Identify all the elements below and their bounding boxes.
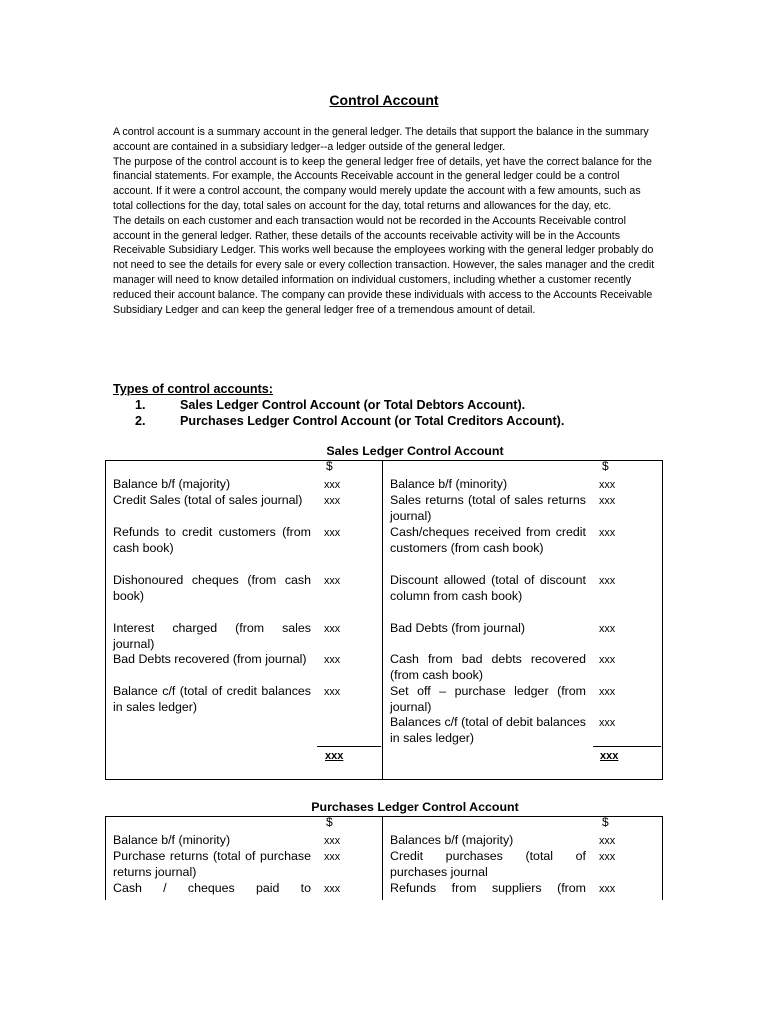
amount: xxx — [599, 495, 616, 507]
sales-credit-entry: Discount allowed (total of discount column from cash book) — [390, 573, 586, 603]
page-title: Control Account — [329, 92, 439, 108]
currency-symbol: $ — [602, 459, 609, 473]
amount: xxx — [324, 883, 341, 895]
sales-debit-total: xxx — [325, 750, 344, 762]
amount: xxx — [324, 495, 341, 507]
purchases-debit-entry: Cash / cheques paid to — [113, 881, 311, 895]
amount: xxx — [324, 654, 341, 666]
types-item-number: 2. — [135, 414, 146, 428]
ledger-divider — [382, 461, 383, 779]
sales-debit-entry: Bad Debts recovered (from journal) — [113, 652, 307, 666]
amount: xxx — [599, 575, 616, 587]
sales-debit-entry: Dishonoured cheques (from cash book) — [113, 573, 311, 603]
amount: xxx — [324, 479, 341, 491]
amount: xxx — [599, 479, 616, 491]
purchases-ledger-caption: Purchases Ledger Control Account — [311, 800, 519, 814]
sales-debit-entry: Interest charged (from sales journal) — [113, 621, 311, 651]
total-rule — [317, 746, 381, 747]
amount: xxx — [599, 717, 616, 729]
amount: xxx — [324, 686, 341, 698]
sales-credit-total: xxx — [600, 750, 619, 762]
purchases-debit-entry: Balance b/f (minority) — [113, 833, 231, 847]
types-item — [113, 413, 564, 429]
currency-symbol: $ — [602, 815, 609, 829]
amount: xxx — [599, 527, 616, 539]
amount: xxx — [324, 851, 341, 863]
amount: xxx — [599, 835, 616, 847]
sales-debit-entry: Balance b/f (majority) — [113, 477, 231, 491]
sales-credit-entry: Sales returns (total of sales returns journal) — [390, 493, 586, 523]
sales-debit-entry: Credit Sales (total of sales journal) — [113, 493, 303, 507]
amount: xxx — [324, 527, 341, 539]
currency-symbol: $ — [326, 815, 333, 829]
types-heading: Types of control accounts: — [113, 382, 274, 396]
sales-credit-entry: Cash from bad debts recovered (from cash book) — [390, 652, 586, 682]
intro-paragraph-3: The details on each customer and each transaction would not be recorded in the Accounts Receivable control account in the general ledger. Rather, these details of the accounts receivable activity will be in the Accounts Receivable Subsidiary Ledger. This works well because the employees working with the general ledger probably do not need to see the details for every sale or every collection transaction. However, the sales manager and the credit manager will need to know detailed information on individual customers, including whether a customer recently reduced their account balance. The company can provide these individuals with access to the Accounts Receivable Subsidiary Ledger and can keep the general ledger free of a tremendous amount of detail. — [113, 214, 655, 316]
purchases-debit-entry: Purchase returns (total of purchase returns journal) — [113, 849, 311, 879]
sales-credit-entry: Bad Debts (from journal) — [390, 621, 525, 635]
types-list — [113, 381, 564, 429]
amount: xxx — [599, 883, 616, 895]
purchases-credit-entry: Balances b/f (majority) — [390, 833, 514, 847]
sales-credit-entry: Cash/cheques received from credit customers (from cash book) — [390, 525, 586, 555]
types-item-text: Purchases Ledger Control Account (or Total Creditors Account). — [180, 414, 565, 428]
intro-text — [113, 125, 658, 317]
intro-paragraph-1: A control account is a summary account in the general ledger. The details that support the balance in the summary account are contained in a subsidiary ledger--a ledger outside of the general ledger. — [113, 126, 649, 153]
amount: xxx — [324, 835, 341, 847]
types-item — [113, 397, 564, 413]
total-rule — [593, 746, 661, 747]
amount: xxx — [599, 654, 616, 666]
purchases-credit-entry: Refunds from suppliers (from — [390, 881, 586, 895]
sales-debit-entry: Balance c/f (total of credit balances in sales ledger) — [113, 684, 311, 714]
sales-credit-entry: Balances c/f (total of debit balances in sales ledger) — [390, 715, 586, 745]
amount: xxx — [324, 623, 341, 635]
amount: xxx — [599, 686, 616, 698]
types-item-text: Sales Ledger Control Account (or Total Debtors Account). — [180, 398, 526, 412]
purchases-credit-entry: Credit purchases (total of purchases journal — [390, 849, 586, 879]
intro-paragraph-2: The purpose of the control account is to keep the general ledger free of details, yet have the correct balance for the financial statements. For example, the Accounts Receivable account in the general ledger could be a control account. If it were a control account, the company would merely update the account with a few amounts, such as total collections for the day, total sales on account for the day, total returns and allowances for the day, etc. — [113, 155, 652, 212]
amount: xxx — [599, 851, 616, 863]
sales-credit-entry: Balance b/f (minority) — [390, 477, 508, 491]
amount: xxx — [599, 623, 616, 635]
ledger-divider — [382, 817, 383, 900]
types-item-number: 1. — [135, 398, 146, 412]
sales-ledger-caption: Sales Ledger Control Account — [326, 444, 504, 458]
amount: xxx — [324, 575, 341, 587]
sales-debit-entry: Refunds to credit customers (from cash book) — [113, 525, 311, 555]
sales-credit-entry: Set off – purchase ledger (from journal) — [390, 684, 586, 714]
currency-symbol: $ — [326, 459, 333, 473]
